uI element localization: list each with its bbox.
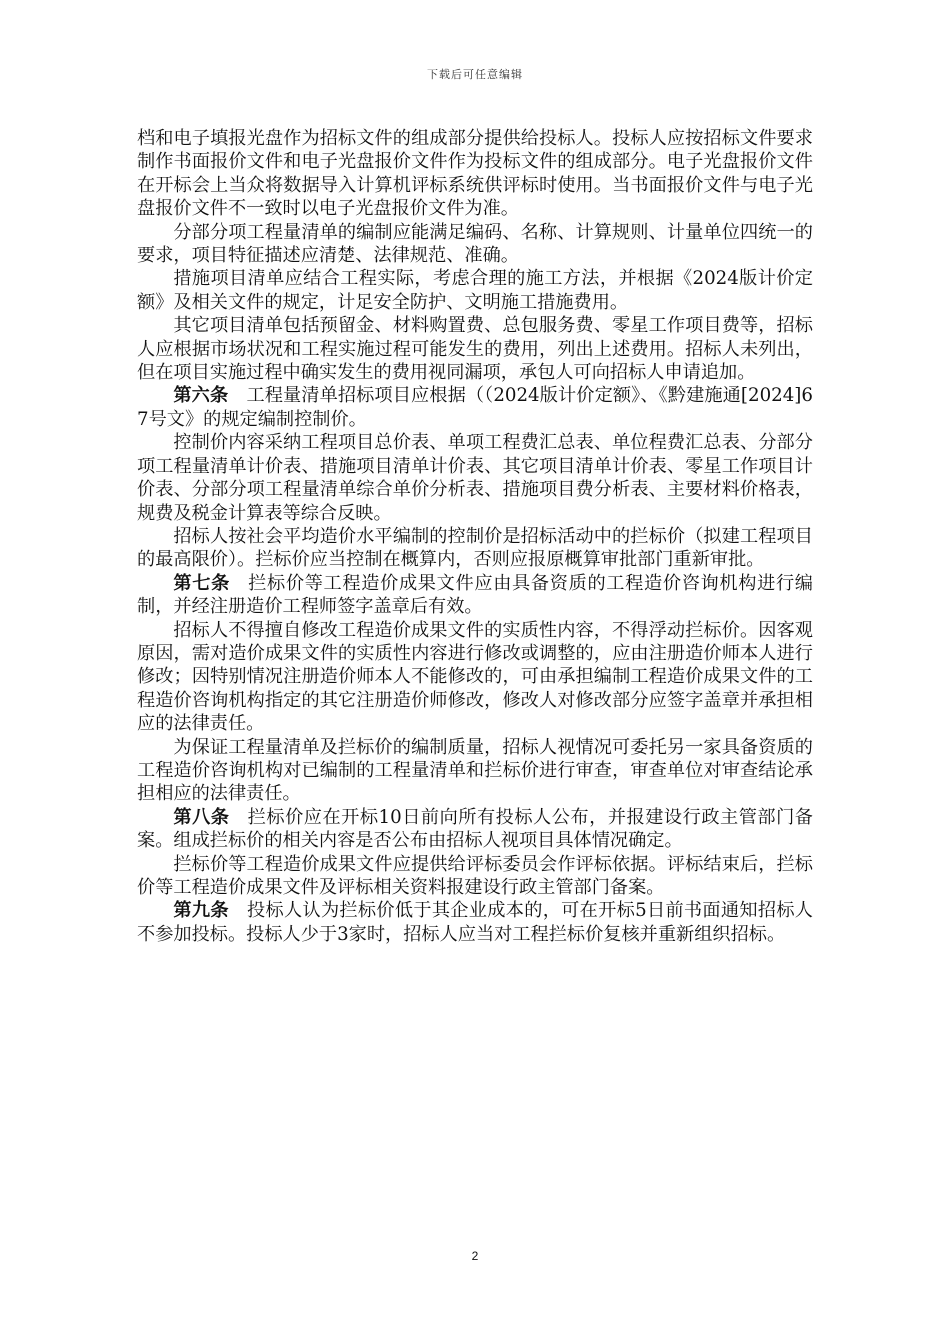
paragraph-text: 投标人认为拦标价低于其企业成本的，可在开标5日前书面通知招标人不参加投标。投标人少于3家时，招标人应当对工程拦标价复核并重新组织招标。 <box>137 900 813 945</box>
paragraph-text: 拦标价应在开标10日前向所有投标人公布，并报建设行政主管部门备案。组成拦标价的相关内容是否公布由招标人视项目具体情况确定。 <box>137 806 813 852</box>
paragraph <box>137 127 813 221</box>
paragraph-text: 措施项目清单应结合工程实际，考虑合理的施工方法，并根据《2024版计价定额》及相关文件的规定，计足安全防护、文明施工措施费用。 <box>137 268 813 313</box>
paragraph <box>137 267 813 314</box>
paragraph <box>137 572 813 619</box>
paragraph-text: 档和电子填报光盘作为招标文件的组成部分提供给投标人。投标人应按招标文件要求制作书面报价文件和电子光盘报价文件作为投标文件的组成部分。电子光盘报价文件在开标会上当众将数据导入计算机评标系统供评标时使用。当书面报价文件与电子光盘报价文件不一致时以电子光盘报价文件为准。 <box>137 128 813 220</box>
paragraph <box>137 806 813 853</box>
paragraph <box>137 853 813 900</box>
article-heading: 第六条 <box>173 385 229 407</box>
paragraph-text: 工程量清单招标项目应根据（（2024版计价定额》、《黔建施通[2024]67号文》的规定编制控制价。 <box>137 385 813 430</box>
paragraph <box>137 221 813 268</box>
article-heading: 第八条 <box>173 806 230 828</box>
paragraph-text: 招标人按社会平均造价水平编制的控制价是招标活动中的拦标价（拟建工程项目的最高限价）。拦标价应当控制在概算内，否则应报原概算审批部门重新审批。 <box>137 525 813 571</box>
paragraph-text: 拦标价等工程造价成果文件应由具备资质的工程造价咨询机构进行编制，并经注册造价工程师签字盖章后有效。 <box>137 572 813 618</box>
page-header: 下载后可任意编辑 <box>427 68 523 81</box>
paragraph <box>137 619 813 736</box>
article-heading: 第九条 <box>173 900 229 922</box>
paragraph-text: 其它项目清单包括预留金、材料购置费、总包服务费、零星工作项目费等，招标人应根据市场状况和工程实施过程可能发生的费用，列出上述费用。招标人未列出，但在项目实施过程中确实发生的费用视同漏项，承包人可向招标人申请追加。 <box>137 315 813 384</box>
paragraph-text: 为保证工程量清单及拦标价的编制质量，招标人视情况可委托另一家具备资质的工程造价咨询机构对已编制的工程量清单和拦标价进行审查，审查单位对审查结论承担相应的法律责任。 <box>137 736 813 805</box>
article-heading: 第七条 <box>173 572 230 594</box>
paragraph <box>137 384 813 431</box>
page-number: 2 <box>471 1249 479 1263</box>
paragraph <box>137 431 813 525</box>
paragraph <box>137 314 813 384</box>
paragraph-text: 控制价内容采纳工程项目总价表、单项工程费汇总表、单位程费汇总表、分部分项工程量清单计价表、措施项目清单计价表、其它项目清单计价表、零星工作项目计价表、分部分项工程量清单综合单价分析表、措施项目费分析表、主要材料价格表，规费及税金计算表等综合反映。 <box>137 432 813 524</box>
body-text <box>137 127 813 946</box>
paragraph-text: 分部分项工程量清单的编制应能满足编码、名称、计算规则、计量单位四统一的要求，项目特征描述应清楚、法律规范、准确。 <box>137 221 813 267</box>
paragraph <box>137 736 813 806</box>
paragraph-text: 拦标价等工程造价成果文件应提供给评标委员会作评标依据。评标结束后，拦标价等工程造价成果文件及评标相关资料报建设行政主管部门备案。 <box>137 853 813 898</box>
paragraph <box>137 899 813 946</box>
paragraph <box>137 525 813 572</box>
paragraph-text: 招标人不得擅自修改工程造价成果文件的实质性内容，不得浮动拦标价。因客观原因，需对造价成果文件的实质性内容进行修改或调整的，应由注册造价师本人进行修改；因特别情况注册造价师本人不能修改的，可由承担编制工程造价成果文件的工程造价咨询机构指定的其它注册造价师修改，修改人对修改部分应签字盖章并承担相应的法律责任。 <box>137 619 813 735</box>
